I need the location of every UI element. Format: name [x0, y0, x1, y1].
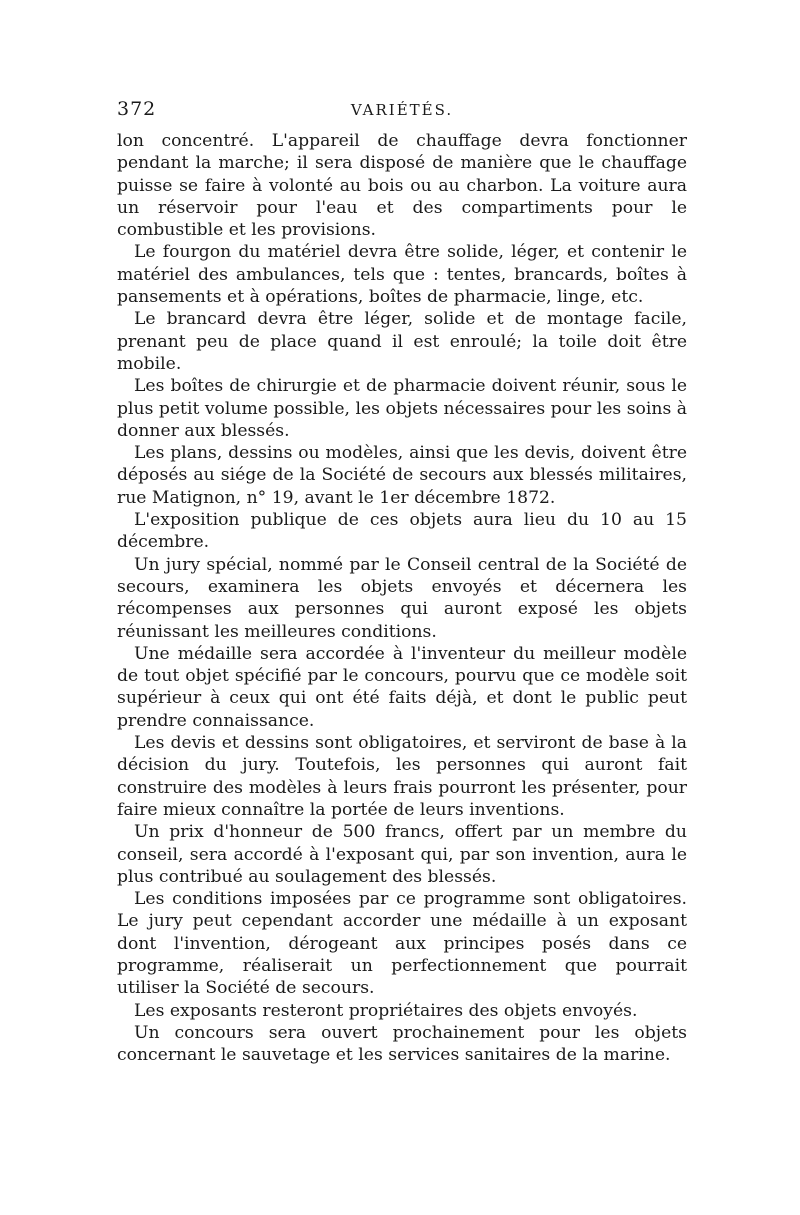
article-body — [117, 130, 687, 1066]
paragraph: Une médaille sera accordée à l'inventeur du meilleur modèle de tout objet spécifié par le concours, pourvu que ce modèle soit supérieur à ceux qui ont été faits déjà, et dont le public peut prendre connaissance. — [117, 643, 687, 731]
page-number: 372 — [117, 98, 157, 120]
paragraph: L'exposition publique de ces objets aura lieu du 10 au 15 décembre. — [117, 510, 687, 553]
paragraph: Le fourgon du matériel devra être solide, léger, et contenir le matériel des ambulances, tels que : tentes, brancards, boîtes à pansements et à opérations, boîtes de pharmacie, linge, etc. — [117, 242, 687, 308]
paragraph: Les devis et dessins sont obligatoires, et serviront de base à la décision du jury. Toutefois, les personnes qui auront fait construire des modèles à leurs frais pourront les présenter, pour faire mieux connaître la portée de leurs inventions. — [117, 733, 687, 820]
paragraph: lon concentré. L'appareil de chauffage devra fonctionner pendant la marche; il sera disposé de manière que le chauffage puisse se faire à volonté au bois ou au charbon. La voiture aura un réservoir pour l'eau et des compartiments pour le combustible et les provisions. — [117, 131, 687, 241]
paragraph: Le brancard devra être léger, solide et de montage facile, prenant peu de place quand il est enroulé; la toile doit être mobile. — [117, 309, 687, 374]
paragraph: Les boîtes de chirurgie et de pharmacie doivent réunir, sous le plus petit volume possible, les objets nécessaires pour les soins à donner aux blessés. — [117, 376, 687, 441]
paragraph: Les conditions imposées par ce programme sont obligatoires. Le jury peut cependant accorder une médaille à un exposant dont l'invention, dérogeant aux principes posés dans ce programme, réaliserait un perfectionnement que pourrait utiliser la Société de secours. — [117, 889, 687, 999]
paragraph: Un concours sera ouvert prochainement pour les objets concernant le sauvetage et les services sanitaires de la marine. — [117, 1022, 687, 1066]
running-title: VARIÉTÉS. — [350, 101, 454, 119]
page-header — [117, 98, 687, 126]
paragraph: Un prix d'honneur de 500 francs, offert par un membre du conseil, sera accordé à l'exposant qui, par son invention, aura le plus contribué au soulagement des blessés. — [117, 822, 687, 887]
paragraph: Un jury spécial, nommé par le Conseil central de la Société de secours, examinera les objets envoyés et décernera les récompenses aux personnes qui auront exposé les objets réunissant les meilleures conditions. — [117, 554, 687, 642]
paragraph: Les exposants resteront propriétaires des objets envoyés. — [134, 1000, 638, 1021]
paragraph: Les plans, dessins ou modèles, ainsi que les devis, doivent être déposés au siége de la Société de secours aux blessés militaires, rue Matignon, n° 19, avant le 1er décembre 1872. — [117, 443, 687, 508]
